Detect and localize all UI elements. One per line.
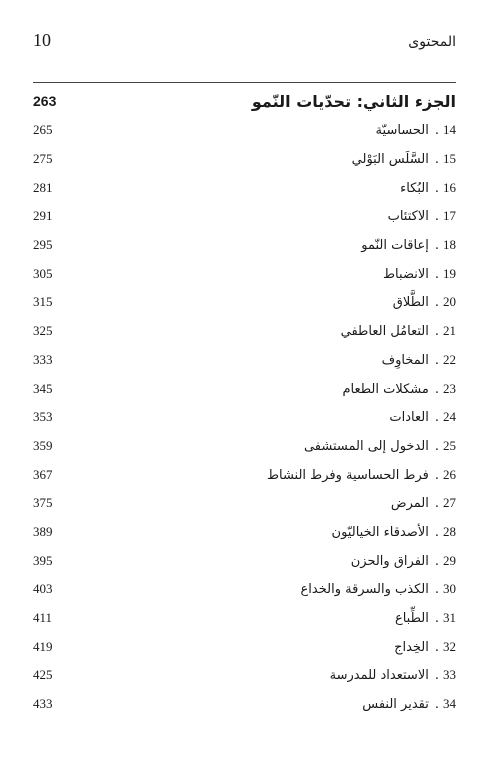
toc-entry-page: 325 — [33, 323, 53, 339]
toc-entry-title: الدخول إلى المستشفى — [303, 438, 429, 454]
toc-entry-page: 305 — [33, 265, 53, 281]
part-title: الجزء الثاني: تحدّيات النّمو — [251, 91, 456, 111]
toc-entry-label: 34.تقدير النفس — [362, 696, 456, 713]
toc-entry-label: 23.مشكلات الطعام — [342, 380, 456, 397]
toc-entry-number: 31 — [443, 610, 456, 626]
toc-entry-number: 27 — [443, 495, 456, 511]
toc-entry — [33, 546, 456, 575]
toc-entry-page: 403 — [33, 581, 53, 597]
toc-entry-page: 295 — [33, 237, 53, 253]
toc-entry-title: الاكتئاب — [387, 209, 429, 225]
toc-entry-label: 25.الدخول إلى المستشفى — [303, 437, 456, 454]
toc-entry — [33, 288, 456, 317]
toc-entry-page: 281 — [33, 179, 53, 195]
toc-entry-label: 21.التعامُل العاطفي — [340, 323, 456, 340]
toc-entry-title: فرط الحساسية وفرط النشاط — [266, 467, 429, 483]
toc-entry-title: السَّلَس البَوْلي — [351, 152, 429, 168]
toc-entry-number: 30 — [443, 581, 456, 597]
toc-entry-page: 291 — [33, 208, 53, 224]
toc-entry-page: 425 — [33, 667, 53, 683]
toc-entry-title: إعاقات النّمو — [361, 238, 429, 254]
toc-entry-number: 18 — [443, 237, 456, 253]
toc-entry-number: 26 — [443, 466, 456, 482]
toc-entry — [33, 259, 456, 288]
toc-entry-title: المرض — [390, 496, 429, 512]
toc-entry-title: مشكلات الطعام — [342, 381, 429, 397]
toc-entry-title: الطَّلاق — [392, 295, 429, 311]
toc-entry-title: التعامُل العاطفي — [340, 324, 429, 340]
page-number: 10 — [33, 30, 51, 50]
toc-entry-label: 28.الأصدقاء الخياليّون — [331, 523, 456, 540]
toc-entry-label: 32.الخِداج — [394, 638, 456, 655]
toc-entry — [33, 460, 456, 489]
toc-entry — [33, 604, 456, 633]
part-page-number: 263 — [33, 93, 57, 109]
toc-entry — [33, 231, 456, 260]
toc-entry-page: 345 — [33, 380, 53, 396]
toc-entry — [33, 374, 456, 403]
toc-entry-title: الكذب والسرقة والخداع — [300, 582, 429, 598]
toc-entry-title: تقدير النفس — [362, 697, 429, 713]
toc-entry — [33, 432, 456, 461]
toc-entry-label: 15.السَّلَس البَوْلي — [351, 151, 456, 168]
toc-entry-label: 24.العادات — [389, 409, 456, 426]
toc-entry-number: 20 — [443, 294, 456, 310]
toc-entry-number: 29 — [443, 552, 456, 568]
toc-entry-number: 17 — [443, 208, 456, 224]
toc-entry-title: العادات — [389, 410, 429, 426]
toc-entry-title: الطِّباع — [394, 611, 429, 627]
toc-entry-title: الأصدقاء الخياليّون — [331, 524, 429, 540]
toc-entry — [33, 690, 456, 719]
toc-entry-number: 19 — [443, 265, 456, 281]
toc-entry-title: البُكاء — [400, 180, 429, 196]
toc-entry-page: 315 — [33, 294, 53, 310]
toc-entry — [33, 489, 456, 518]
toc-entry-page: 389 — [33, 523, 53, 539]
toc-entry-number: 24 — [443, 409, 456, 425]
toc-entry-page: 275 — [33, 151, 53, 167]
toc-entry-label: 27.المرض — [390, 495, 456, 512]
toc-entry-label: 14.الحساسيّة — [375, 122, 456, 139]
toc-entry-label: 20.الطَّلاق — [392, 294, 456, 311]
toc-entry — [33, 632, 456, 661]
toc-entry-page: 367 — [33, 466, 53, 482]
toc-entry-number: 21 — [443, 323, 456, 339]
toc-entry-number: 25 — [443, 437, 456, 453]
toc-entry-number: 32 — [443, 638, 456, 654]
table-of-contents — [33, 116, 456, 718]
toc-entry-label: 30.الكذب والسرقة والخداع — [300, 581, 456, 598]
toc-entry-label: 18.إعاقات النّمو — [361, 237, 456, 254]
toc-entry-page: 353 — [33, 409, 53, 425]
toc-entry-page: 411 — [33, 610, 53, 626]
toc-entry-page: 265 — [33, 122, 53, 138]
toc-entry-number: 23 — [443, 380, 456, 396]
toc-entry-label: 33.الاستعداد للمدرسة — [329, 667, 456, 684]
toc-entry-page: 359 — [33, 437, 53, 453]
toc-entry-label: 31.الطِّباع — [394, 610, 456, 627]
toc-entry-page: 419 — [33, 638, 53, 654]
toc-entry — [33, 116, 456, 145]
toc-entry-label: 26.فرط الحساسية وفرط النشاط — [266, 466, 456, 483]
part-heading — [33, 88, 456, 114]
toc-entry-label: 16.البُكاء — [400, 179, 456, 196]
toc-entry-title: الخِداج — [394, 639, 429, 655]
toc-entry-page: 333 — [33, 351, 53, 367]
toc-entry-number: 15 — [443, 151, 456, 167]
toc-entry-number: 33 — [443, 667, 456, 683]
toc-entry — [33, 661, 456, 690]
toc-entry-title: الفراق والحزن — [350, 553, 429, 569]
toc-entry-label: 17.الاكتئاب — [387, 208, 456, 225]
toc-entry-title: الاستعداد للمدرسة — [329, 668, 429, 684]
toc-entry — [33, 518, 456, 547]
header-rule — [33, 82, 456, 83]
toc-entry-title: الحساسيّة — [375, 123, 429, 139]
toc-entry-page: 375 — [33, 495, 53, 511]
running-head: المحتوى — [408, 34, 456, 50]
toc-entry-page: 395 — [33, 552, 53, 568]
toc-entry-number: 34 — [443, 696, 456, 712]
toc-entry — [33, 346, 456, 375]
toc-entry-number: 22 — [443, 351, 456, 367]
toc-entry-number: 14 — [443, 122, 456, 138]
toc-entry-number: 28 — [443, 523, 456, 539]
toc-entry-label: 19.الانضباط — [383, 265, 456, 282]
toc-entry-title: المخاوِف — [381, 352, 429, 368]
toc-entry — [33, 317, 456, 346]
toc-entry-page: 433 — [33, 696, 53, 712]
toc-entry-label: 22.المخاوِف — [381, 351, 456, 368]
toc-entry-number: 16 — [443, 179, 456, 195]
toc-entry-title: الانضباط — [383, 266, 429, 282]
toc-entry — [33, 145, 456, 174]
toc-entry — [33, 403, 456, 432]
toc-entry — [33, 173, 456, 202]
toc-entry — [33, 575, 456, 604]
toc-entry — [33, 202, 456, 231]
toc-entry-label: 29.الفراق والحزن — [350, 552, 456, 569]
